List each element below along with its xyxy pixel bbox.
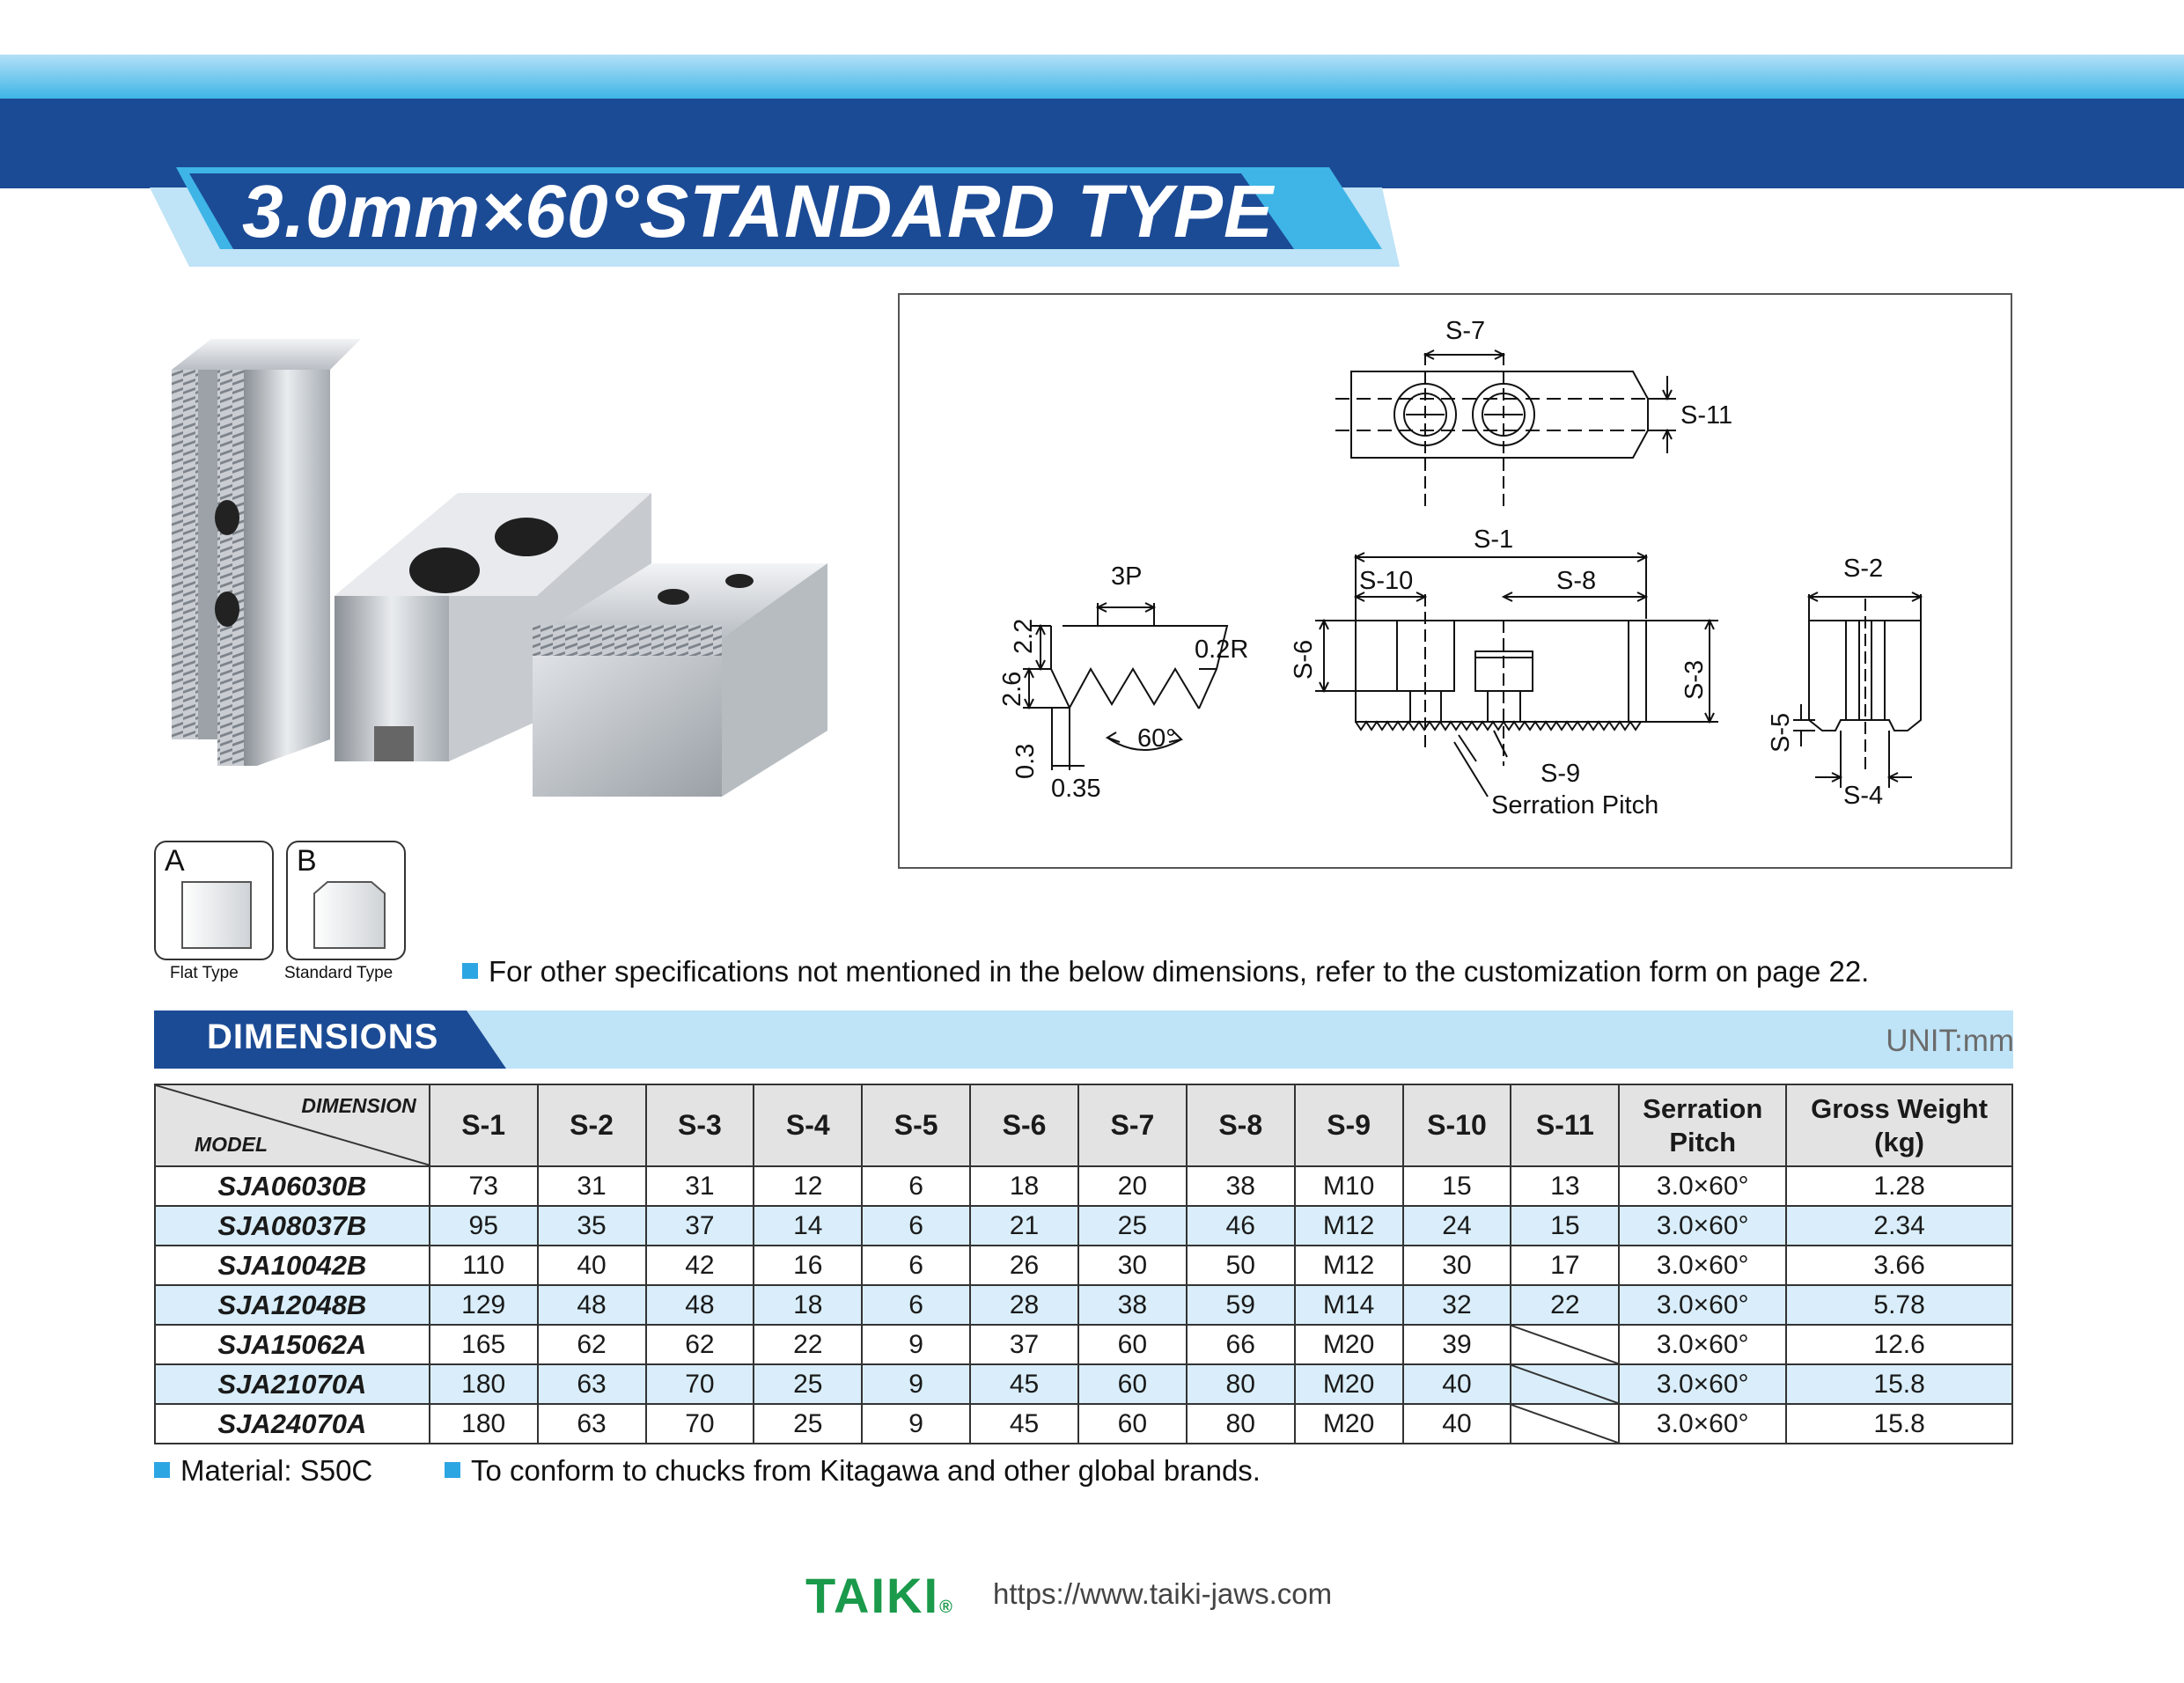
table-row [155,1285,2012,1325]
corner-model-label: MODEL [195,1133,268,1156]
value-cell: 60 [1078,1325,1187,1364]
label-s9: S-9 [1541,760,1581,788]
value-cell: 110 [430,1246,538,1285]
label-0-2r: 0.2R [1195,636,1249,664]
label-2-6: 2.6 [998,671,1026,707]
value-cell: M12 [1295,1206,1403,1246]
label-s6: S-6 [1290,639,1318,680]
value-cell: 6 [862,1246,970,1285]
table-row [155,1364,2012,1404]
logo-text: TAIKI [805,1568,940,1623]
value-cell: 9 [862,1325,970,1364]
value-cell: 59 [1187,1285,1295,1325]
model-cell: SJA10042B [155,1246,430,1285]
weight-header-line1: Gross Weight [1811,1092,1989,1124]
value-cell: 25 [754,1404,862,1444]
value-cell: M14 [1295,1285,1403,1325]
table-row [155,1166,2012,1206]
value-cell: 66 [1187,1325,1295,1364]
conform-note [445,1454,1261,1488]
label-s7: S-7 [1445,317,1486,345]
empty-cell [1511,1364,1619,1404]
value-cell: 30 [1078,1246,1187,1285]
label-3p: 3P [1111,562,1143,591]
value-cell: 15 [1511,1206,1619,1246]
conform-note-text: To conform to chucks from Kitagawa and other global brands. [471,1454,1261,1487]
bullet-square-icon [154,1462,170,1478]
value-cell: 24 [1403,1206,1511,1246]
material-note-text: Material: S50C [180,1454,373,1487]
table-row [155,1404,2012,1444]
value-cell: 25 [754,1364,862,1404]
column-header: S-4 [754,1084,862,1166]
value-cell: 180 [430,1404,538,1444]
value-cell: 18 [754,1285,862,1325]
value-cell: 63 [538,1404,646,1444]
value-cell: 37 [646,1206,754,1246]
dimensions-table [154,1084,2013,1444]
value-cell: 62 [646,1325,754,1364]
dimensions-title: DIMENSIONS [207,1018,439,1056]
value-cell: M20 [1295,1404,1403,1444]
value-cell: 39 [1403,1325,1511,1364]
column-header: S-9 [1295,1084,1403,1166]
standard-profile-icon [288,842,404,959]
value-cell: 60 [1078,1364,1187,1404]
weight-cell: 12.6 [1786,1325,2012,1364]
customization-note [462,955,1869,988]
value-cell: 63 [538,1364,646,1404]
value-cell: M20 [1295,1364,1403,1404]
pitch-cell: 3.0×60° [1619,1325,1786,1364]
weight-cell: 15.8 [1786,1364,2012,1404]
cell-diagonal [1511,1365,1618,1403]
table-row [155,1206,2012,1246]
type-option-b [286,841,406,960]
value-cell: M10 [1295,1166,1403,1206]
column-header: S-8 [1187,1084,1295,1166]
label-s10: S-10 [1359,567,1414,595]
material-note [154,1454,372,1488]
value-cell: 95 [430,1206,538,1246]
column-header-weight [1786,1084,2012,1166]
column-header-serration [1619,1084,1786,1166]
bullet-square-icon [445,1462,460,1478]
logo-registered: ® [939,1598,954,1617]
label-s4: S-4 [1843,782,1884,810]
table-row [155,1325,2012,1364]
type-option-a [154,841,274,960]
value-cell: 60 [1078,1404,1187,1444]
value-cell: 45 [970,1404,1078,1444]
value-cell: 40 [1403,1364,1511,1404]
cell-diagonal [1511,1326,1618,1363]
value-cell: 20 [1078,1166,1187,1206]
corner-dimension-label: DIMENSION [301,1094,416,1117]
label-60-deg: 60° [1137,724,1176,753]
value-cell: 180 [430,1364,538,1404]
column-header: S-3 [646,1084,754,1166]
website-link[interactable]: https://www.taiki-jaws.com [993,1577,1333,1610]
model-cell: SJA06030B [155,1166,430,1206]
value-cell: 40 [538,1246,646,1285]
taiki-logo [805,1567,954,1624]
value-cell: 6 [862,1285,970,1325]
value-cell: 6 [862,1206,970,1246]
value-cell: 35 [538,1206,646,1246]
value-cell: 62 [538,1325,646,1364]
value-cell: 13 [1511,1166,1619,1206]
value-cell: 6 [862,1166,970,1206]
header-corner [155,1084,430,1166]
type-letter: A [165,844,185,878]
value-cell: 48 [538,1285,646,1325]
type-caption-flat: Flat Type [170,964,239,982]
header-band-light [0,55,2184,99]
table-header-row [155,1084,2012,1166]
value-cell: 31 [538,1166,646,1206]
value-cell: 31 [646,1166,754,1206]
column-header: S-10 [1403,1084,1511,1166]
label-s5: S-5 [1767,712,1795,753]
value-cell: 26 [970,1246,1078,1285]
value-cell: 80 [1187,1404,1295,1444]
value-cell: 70 [646,1404,754,1444]
empty-cell [1511,1404,1619,1444]
value-cell: 80 [1187,1364,1295,1404]
pitch-cell: 3.0×60° [1619,1246,1786,1285]
label-s1: S-1 [1474,525,1514,554]
label-0-3: 0.3 [1011,743,1040,779]
pitch-cell: 3.0×60° [1619,1206,1786,1246]
value-cell: 38 [1187,1166,1295,1206]
value-cell: 50 [1187,1246,1295,1285]
value-cell: 46 [1187,1206,1295,1246]
bullet-square-icon [462,963,478,979]
pitch-cell: 3.0×60° [1619,1166,1786,1206]
value-cell: 12 [754,1166,862,1206]
pitch-cell: 3.0×60° [1619,1364,1786,1404]
value-cell: 32 [1403,1285,1511,1325]
model-cell: SJA15062A [155,1325,430,1364]
label-0-35: 0.35 [1051,775,1101,803]
label-serration-pitch: Serration Pitch [1491,791,1659,819]
value-cell: 30 [1403,1246,1511,1285]
value-cell: 15 [1403,1166,1511,1206]
column-header: S-11 [1511,1084,1619,1166]
value-cell: 165 [430,1325,538,1364]
column-header: S-6 [970,1084,1078,1166]
value-cell: 38 [1078,1285,1187,1325]
product-photo [158,326,845,819]
model-cell: SJA12048B [155,1285,430,1325]
value-cell: 9 [862,1404,970,1444]
column-header: S-1 [430,1084,538,1166]
label-s11: S-11 [1680,401,1733,430]
pitch-cell: 3.0×60° [1619,1285,1786,1325]
column-header: S-7 [1078,1084,1187,1166]
weight-cell: 5.78 [1786,1285,2012,1325]
value-cell: 22 [1511,1285,1619,1325]
value-cell: 28 [970,1285,1078,1325]
value-cell: 14 [754,1206,862,1246]
column-header: S-5 [862,1084,970,1166]
flat-profile-icon [156,842,272,959]
value-cell: 73 [430,1166,538,1206]
page-title: 3.0mm×60°STANDARD TYPE [242,170,1275,253]
value-cell: 21 [970,1206,1078,1246]
model-cell: SJA24070A [155,1404,430,1444]
serration-header-line2: Pitch [1669,1126,1737,1158]
value-cell: M12 [1295,1246,1403,1285]
pitch-cell: 3.0×60° [1619,1404,1786,1444]
value-cell: 16 [754,1246,862,1285]
value-cell: 9 [862,1364,970,1404]
model-cell: SJA08037B [155,1206,430,1246]
serration-header-line1: Serration [1643,1092,1763,1124]
value-cell: 42 [646,1246,754,1285]
value-cell: 22 [754,1325,862,1364]
label-s3: S-3 [1680,659,1709,700]
empty-cell [1511,1325,1619,1364]
customization-note-text: For other specifications not mentioned in the below dimensions, refer to the customization form on page 22. [489,955,1870,988]
type-letter: B [297,844,317,878]
label-s8: S-8 [1556,567,1597,595]
value-cell: 40 [1403,1404,1511,1444]
table-row [155,1246,2012,1285]
value-cell: 129 [430,1285,538,1325]
weight-cell: 2.34 [1786,1206,2012,1246]
type-caption-standard: Standard Type [284,964,393,982]
value-cell: 17 [1511,1246,1619,1285]
value-cell: M20 [1295,1325,1403,1364]
value-cell: 25 [1078,1206,1187,1246]
technical-drawing [898,293,2012,869]
unit-label: UNIT:mm [1886,1024,2014,1058]
weight-cell: 15.8 [1786,1404,2012,1444]
column-header: S-2 [538,1084,646,1166]
label-2-2: 2.2 [1010,618,1038,654]
model-cell: SJA21070A [155,1364,430,1404]
value-cell: 18 [970,1166,1078,1206]
weight-cell: 3.66 [1786,1246,2012,1285]
weight-header-line2: (kg) [1874,1126,1924,1158]
cell-diagonal [1511,1405,1618,1443]
weight-cell: 1.28 [1786,1166,2012,1206]
value-cell: 37 [970,1325,1078,1364]
label-s2: S-2 [1843,555,1884,583]
value-cell: 48 [646,1285,754,1325]
value-cell: 70 [646,1364,754,1404]
value-cell: 45 [970,1364,1078,1404]
